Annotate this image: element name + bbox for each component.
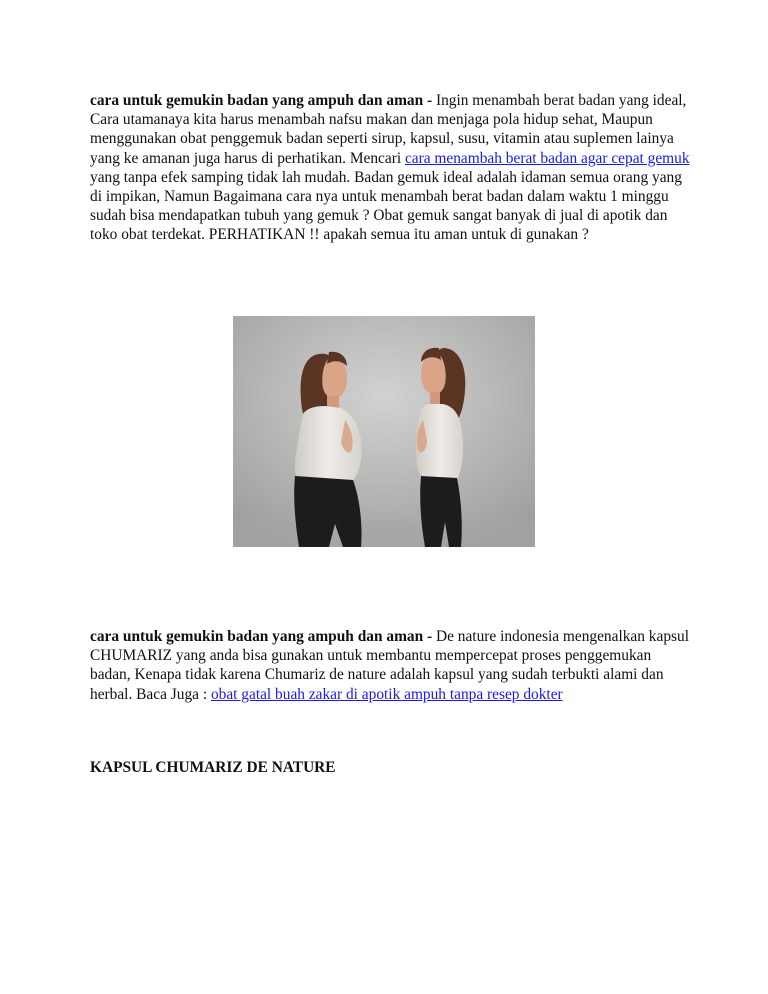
section2-text-before-link: De nature indonesia mengenalkan kapsul CHUMARIZ yang anda bisa gunakan untuk membantu mempercepat proses penggemukan badan, Kenapa tidak karena Chumariz de nature adalah kapsul yang sudah terbukti alami dan herbal. Baca Juga : bbox=[90, 628, 689, 703]
intro-lead-text: cara untuk gemukin badan yang ampuh dan aman - bbox=[90, 92, 436, 109]
intro-paragraph bbox=[90, 91, 690, 245]
related-article-link[interactable]: obat gatal buah zakar di apotik ampuh tanpa resep dokter bbox=[210, 685, 563, 703]
intro-text-before-link: Ingin menambah berat badan yang ideal, Cara utamanaya kita harus menambah nafsu makan dan menjaga pola hidup sehat, Maupun menggunakan obat penggemuk badan seperti sirup, kapsul, susu, vitamin atau suplemen lainya yang ke amanan juga harus di perhatikan. Mencari bbox=[90, 92, 687, 167]
photo-wall-background bbox=[233, 316, 535, 547]
photo-floor-shadow bbox=[233, 521, 535, 547]
before-after-photo bbox=[233, 316, 535, 547]
section2-lead-text: cara untuk gemukin badan yang ampuh dan aman - bbox=[90, 628, 436, 645]
weight-gain-link[interactable]: cara menambah berat badan agar cepat gemuk bbox=[404, 149, 690, 167]
right-woman-figure bbox=[416, 348, 465, 547]
chumariz-paragraph bbox=[90, 627, 690, 704]
section-heading: KAPSUL CHUMARIZ DE NATURE bbox=[90, 759, 336, 776]
intro-text-after-link: yang tanpa efek samping tidak lah mudah. Badan gemuk ideal adalah idaman semua orang yang di impikan, Namun Bagaimana cara nya untuk menambah berat badan dalam waktu 1 minggu sudah bisa mendapatkan tubuh yang gemuk ? Obat gemuk sangat banyak di jual di apotik dan toko obat terdekat. PERHATIKAN !! apakah semua itu aman untuk di gunakan ? bbox=[90, 168, 682, 244]
